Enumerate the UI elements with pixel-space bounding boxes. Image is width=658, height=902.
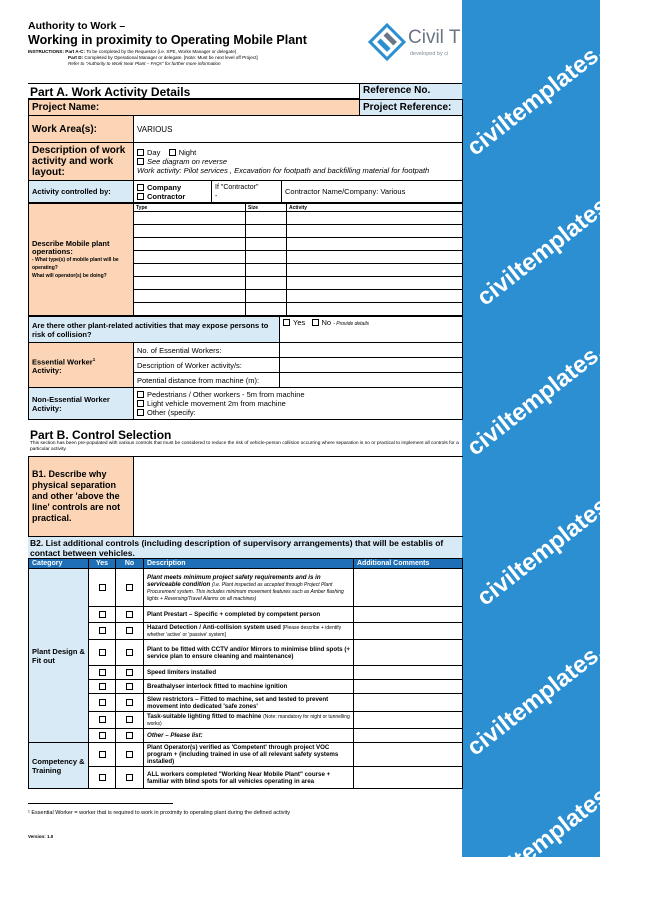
additional-comments-cell[interactable] <box>354 694 463 712</box>
col-type: Type <box>134 204 246 212</box>
watermark-text: civiltemplates.com <box>472 157 658 312</box>
worker-activity-description-value[interactable] <box>280 358 463 373</box>
plant-activity-cell[interactable] <box>287 290 463 303</box>
control-yes-checkbox[interactable] <box>99 732 106 739</box>
control-row <box>29 607 463 623</box>
control-no-cell <box>116 666 144 680</box>
control-row <box>29 640 463 666</box>
control-yes-checkbox[interactable] <box>99 683 106 690</box>
plant-size-cell[interactable] <box>246 225 287 238</box>
b1-table <box>28 456 463 537</box>
control-yes-checkbox[interactable] <box>99 751 106 758</box>
control-yes-cell <box>89 569 116 607</box>
control-no-cell <box>116 767 144 789</box>
essential-worker-count-label: No. of Essential Workers: <box>134 343 280 358</box>
plant-type-cell[interactable] <box>134 277 246 290</box>
worker-activity-description-label: Description of Worker activity/s: <box>134 358 280 373</box>
part-b-title: Part B. Control Selection <box>30 428 172 442</box>
col-activity: Activity <box>287 204 463 212</box>
work-activity-text: Work activity: Pilot services , Excavation for footpath and backfilling material for footpath <box>137 166 430 175</box>
plant-size-cell[interactable] <box>246 264 287 277</box>
plant-type-cell[interactable] <box>134 303 246 316</box>
plant-activity-cell[interactable] <box>287 238 463 251</box>
essential-worker-count-value[interactable] <box>280 343 463 358</box>
control-yes-cell <box>89 623 116 640</box>
watermark-text: civiltemplates.com <box>462 607 648 762</box>
control-yes-checkbox[interactable] <box>99 649 106 656</box>
additional-comments-cell[interactable] <box>354 666 463 680</box>
logo-name: Civil T <box>408 27 461 48</box>
other-activities-question: Are there other plant-related activities that may expose persons to risk of collision? <box>29 317 280 343</box>
plant-type-cell[interactable] <box>134 238 246 251</box>
see-diagram-checkbox[interactable] <box>137 158 144 165</box>
control-description-main: Plant meets minimum project safety requirements and is in serviceable condition <box>147 573 321 588</box>
category-plant-design: Plant Design & Fit out <box>29 569 89 743</box>
non-essential-options: Pedestrians / Other workers - 5m from machine Light vehicle movement 2m from machine Other (specify: <box>134 388 463 420</box>
control-description <box>144 666 354 680</box>
control-no-checkbox[interactable] <box>126 584 133 591</box>
additional-comments-cell[interactable] <box>354 623 463 640</box>
pedestrians-checkbox[interactable] <box>137 391 144 398</box>
col-additional-comments: Additional Comments <box>354 559 463 569</box>
control-row <box>29 569 463 607</box>
control-row <box>29 729 463 743</box>
footnote-divider <box>28 803 173 804</box>
plant-activity-cell[interactable] <box>287 303 463 316</box>
additional-comments-cell[interactable] <box>354 607 463 623</box>
control-no-checkbox[interactable] <box>126 649 133 656</box>
control-row <box>29 623 463 640</box>
non-essential-worker-label: Non-Essential Worker Activity: <box>29 388 134 420</box>
control-no-cell <box>116 569 144 607</box>
company-logo <box>370 25 470 65</box>
control-no-cell <box>116 729 144 743</box>
distance-label: Potential distance from machine (m): <box>134 373 280 388</box>
part-a-title: Part A. Work Activity Details <box>30 85 191 99</box>
control-yes-checkbox[interactable] <box>99 584 106 591</box>
control-no-cell <box>116 712 144 729</box>
reference-no-label: Reference No. <box>359 84 462 100</box>
contractor-name[interactable]: Contractor Name/Company: Various <box>282 181 463 203</box>
control-no-checkbox[interactable] <box>126 699 133 706</box>
watermark-text: civiltemplates.com <box>472 457 658 612</box>
if-contractor-cell: If "Contractor" - <box>212 181 282 203</box>
control-yes-checkbox[interactable] <box>99 699 106 706</box>
control-description-main: Plant Prestart – Specific + completed by competent person <box>147 611 321 618</box>
instructions: INSTRUCTIONS: Part A-C: To be completed by the Requestor (i.e. SPE, Works Manager or delegate) Part D: Completed by Operational Manager or delegate. [Note: Must be next level off Project] Refer to "Authority to Work Near Plant – FAQs" for further more information <box>28 49 258 66</box>
control-yes-cell <box>89 694 116 712</box>
plant-type-cell[interactable] <box>134 264 246 277</box>
control-no-checkbox[interactable] <box>126 751 133 758</box>
control-yes-cell <box>89 640 116 666</box>
additional-comments-cell[interactable] <box>354 712 463 729</box>
control-no-checkbox[interactable] <box>126 716 133 723</box>
light-vehicle-checkbox[interactable] <box>137 400 144 407</box>
watermark-text: civiltemplates.com <box>462 307 648 462</box>
project-reference-label: Project Reference: <box>360 100 463 116</box>
plant-size-cell[interactable] <box>246 290 287 303</box>
plant-type-cell[interactable] <box>134 212 246 225</box>
control-description <box>144 767 354 789</box>
other-activities-answer: Yes No - Provide details <box>280 317 463 343</box>
control-yes-checkbox[interactable] <box>99 611 106 618</box>
plant-type-cell[interactable] <box>134 251 246 264</box>
plant-size-cell[interactable] <box>246 303 287 316</box>
plant-activity-cell[interactable] <box>287 264 463 277</box>
control-description <box>144 680 354 694</box>
control-yes-checkbox[interactable] <box>99 627 106 634</box>
control-description-main: Hazard Detection / Anti-collision system used <box>147 624 281 631</box>
work-area-value[interactable]: VARIOUS <box>134 116 463 143</box>
control-description-main: Other – Please list: <box>147 732 203 739</box>
control-no-checkbox[interactable] <box>126 683 133 690</box>
control-no-checkbox[interactable] <box>126 774 133 781</box>
control-description <box>144 729 354 743</box>
control-row <box>29 680 463 694</box>
control-yes-checkbox[interactable] <box>99 716 106 723</box>
additional-comments-cell[interactable] <box>354 569 463 607</box>
control-yes-checkbox[interactable] <box>99 774 106 781</box>
control-row <box>29 712 463 729</box>
control-no-cell <box>116 680 144 694</box>
control-yes-cell <box>89 680 116 694</box>
control-yes-cell <box>89 666 116 680</box>
plant-size-cell[interactable] <box>246 238 287 251</box>
additional-comments-cell[interactable] <box>354 640 463 666</box>
control-row <box>29 666 463 680</box>
control-yes-cell <box>89 767 116 789</box>
control-description <box>144 743 354 767</box>
company-contractor-option: Company Contractor <box>134 181 212 203</box>
plant-size-cell[interactable] <box>246 212 287 225</box>
control-row <box>29 743 463 767</box>
project-name-label: Project Name: <box>29 100 360 116</box>
contractor-checkbox[interactable] <box>137 193 144 200</box>
work-area-label: Work Area(s): <box>29 116 134 143</box>
control-no-cell <box>116 694 144 712</box>
title-line-1: Authority to Work – <box>28 20 126 32</box>
logo-mark-icon <box>370 25 404 59</box>
part-b-description: This section has been pre-populated with various controls that must be considered to reduce the risk of vehicle-person collision occurring where separation is no or practical to implement all controls for a particular activity. <box>30 441 459 452</box>
b1-question: B1. Describe why physical separation and other 'above the line' controls are not practical. <box>29 457 134 537</box>
control-yes-checkbox[interactable] <box>99 669 106 676</box>
control-no-cell <box>116 623 144 640</box>
control-description <box>144 569 354 607</box>
control-no-checkbox[interactable] <box>126 627 133 634</box>
activity-controlled-label: Activity controlled by: <box>29 181 134 203</box>
control-no-cell <box>116 640 144 666</box>
controls-table <box>28 558 463 789</box>
logo-subtitle: developed by ci <box>410 51 449 57</box>
control-description-main: Plant to be fitted with CCTV and/or Mirrors to minimise blind spots (+ service plan to ensure cleaning and maintenance) <box>147 645 350 660</box>
plant-size-cell[interactable] <box>246 251 287 264</box>
control-row <box>29 767 463 789</box>
control-description <box>144 623 354 640</box>
other-yes-checkbox[interactable] <box>283 319 290 326</box>
company-checkbox[interactable] <box>137 184 144 191</box>
control-description <box>144 694 354 712</box>
col-description: Description <box>144 559 354 569</box>
control-description-main: ALL workers completed "Working Near Mobile Plant" course + familiar with blind spots for all vehicles operating in area <box>147 770 331 785</box>
control-no-cell <box>116 607 144 623</box>
description-cell: Day Night See diagram on reverse Work activity: Pilot services , Excavation for footpath and backfilling material for footpath <box>134 143 463 181</box>
essential-worker-label: Essential Worker$^1$ Activity: <box>29 343 134 388</box>
col-no: No <box>116 559 144 569</box>
mobile-plant-label: Describe Mobile plant operations: - What type(s) of mobile plant will be operating? What will operator(s) be doing? <box>29 204 134 316</box>
part-a-header <box>28 83 462 99</box>
additional-comments-cell[interactable] <box>354 729 463 743</box>
version-label: Version: 1.0 <box>28 834 54 839</box>
day-checkbox[interactable] <box>137 149 144 156</box>
category-competency: Competency & Training <box>29 743 89 789</box>
control-no-checkbox[interactable] <box>126 732 133 739</box>
plant-activity-cell[interactable] <box>287 277 463 290</box>
additional-comments-cell[interactable] <box>354 767 463 789</box>
plant-activity-cell[interactable] <box>287 225 463 238</box>
control-description <box>144 712 354 729</box>
additional-comments-cell[interactable] <box>354 680 463 694</box>
col-size: Size <box>246 204 287 212</box>
control-no-checkbox[interactable] <box>126 669 133 676</box>
other-no-checkbox[interactable] <box>312 319 319 326</box>
plant-activity-cell[interactable] <box>287 212 463 225</box>
control-no-cell <box>116 743 144 767</box>
footnote: ¹ Essential Worker = worker that is required to work in proximity to operating plant during the defined activity <box>28 810 291 816</box>
additional-comments-cell[interactable] <box>354 743 463 767</box>
control-description-main: Speed limiters installed <box>147 669 217 676</box>
other-specify-checkbox[interactable] <box>137 409 144 416</box>
part-a-table <box>28 99 463 203</box>
description-label: Description of work activity and work layout: <box>29 143 134 181</box>
mobile-plant-table <box>28 203 463 316</box>
control-description-main: Task-suitable lighting fitted to machine <box>147 713 262 720</box>
plant-activity-cell[interactable] <box>287 251 463 264</box>
plant-type-cell[interactable] <box>134 225 246 238</box>
plant-type-cell[interactable] <box>134 290 246 303</box>
watermark-text: civiltemplates.com <box>462 7 648 162</box>
control-row <box>29 694 463 712</box>
control-description <box>144 607 354 623</box>
control-no-checkbox[interactable] <box>126 611 133 618</box>
control-description-main: Plant Operator(s) verified as 'Competent' through project VOC program + (including trained in use of all relevant safety systems installed) <box>147 744 339 765</box>
night-checkbox[interactable] <box>169 149 176 156</box>
control-yes-cell <box>89 729 116 743</box>
b2-heading: B2. List additional controls (including description of supervisory arrangements) that will be establis of contact between vehicles. <box>28 536 462 558</box>
plant-size-cell[interactable] <box>246 277 287 290</box>
watermark-text: civiltemplates.com <box>472 747 658 902</box>
control-description-main: Slew restrictors – Fitted to machine, set and tested to prevent movement into dedicated 'safe zones' <box>147 695 329 710</box>
control-description <box>144 640 354 666</box>
distance-value[interactable] <box>280 373 463 388</box>
control-description-main: Breathalyser interlock fitted to machine ignition <box>147 683 288 690</box>
control-description-note: [Please describe + identify whether 'active' or 'passive' system] <box>147 625 342 638</box>
title-line-2: Working in proximity to Operating Mobile Plant <box>28 33 307 47</box>
control-description-note: (Note: mandatory for night or tunnelling works) <box>147 714 350 727</box>
worker-activity-table <box>28 316 463 420</box>
control-yes-cell <box>89 712 116 729</box>
control-description-note: (i.e. Plant inspected as accepted through Project Plant Procurement system. This includes minimum movement features such as Amber flashing lights + Reversing/Travel Alarms on all machines) <box>147 581 344 602</box>
b1-answer[interactable] <box>134 457 463 537</box>
control-yes-cell <box>89 743 116 767</box>
control-yes-cell <box>89 607 116 623</box>
col-category: Category <box>29 559 89 569</box>
watermark-band <box>462 0 658 902</box>
col-yes: Yes <box>89 559 116 569</box>
